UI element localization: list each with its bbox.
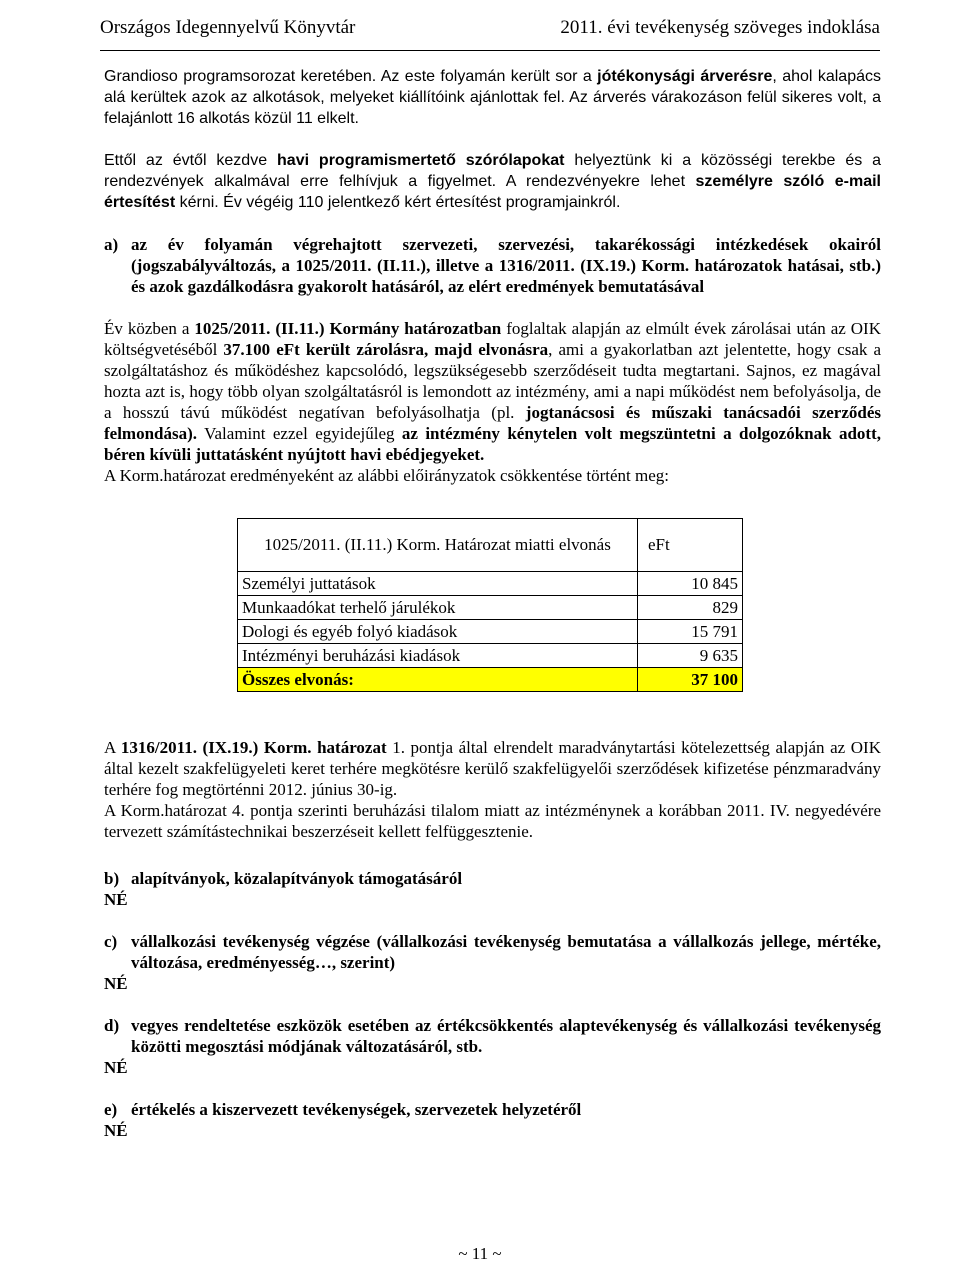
- section-label: b): [104, 869, 120, 888]
- section-c-answer: NÉ: [104, 974, 128, 993]
- text-run: Valamint ezzel egyidejűleg: [197, 424, 402, 443]
- table-cell-value: 829: [638, 596, 743, 620]
- bold-run: 37.100 eFt került zárolásra, majd elvonásra: [223, 340, 549, 359]
- section-text: az év folyamán végrehajtott szervezeti, szervezési, takarékossági intézkedések okairól (jogszabályváltozás, a 1025/2011. (II.11.), illetve a 1316/2011. (IX.19.) Korm. határozatok hatásai, stb.) és azok gazdálkodásra gyakorolt hatásáról, az elért eredmények bemutatásával: [131, 235, 881, 296]
- section-d-answer: NÉ: [104, 1058, 128, 1077]
- paragraph-government-decree: [104, 318, 881, 465]
- section-text: értékelés a kiszervezett tevékenységek, szervezetek helyzetéről: [131, 1100, 582, 1119]
- table-cell-label: Munkaadókat terhelő járulékok: [238, 596, 638, 620]
- section-label: d): [104, 1016, 120, 1035]
- section-d-heading: [104, 1015, 881, 1057]
- table-row: [238, 620, 743, 644]
- section-label: a): [104, 235, 119, 254]
- page-body: [104, 66, 881, 1141]
- text-run: Év közben a: [104, 319, 195, 338]
- bold-run: 1025/2011. (II.11.) Kormány határozatban: [194, 319, 502, 338]
- section-text: vállalkozási tevékenység végzése (vállalkozási tevékenység bemutatása a vállalkozás jellege, mértéke, változása, eredményesség…, szerint): [131, 932, 881, 972]
- paragraph-investment-ban: A Korm.határozat 4. pontja szerinti beruházási tilalom miatt az intézménynek a korábban 2011. IV. negyedévére tervezett számítástechnikai beszerzéseit kellett felfüggesztenie.: [104, 801, 881, 841]
- table-row: [238, 596, 743, 620]
- table-header-cell: 1025/2011. (II.11.) Korm. Határozat miatti elvonás: [238, 519, 638, 572]
- reduction-table: [237, 518, 743, 692]
- text-run: A: [104, 738, 121, 757]
- text-run: kérni. Év végéig 110 jelentkező kért értesítést programjainkról.: [175, 194, 621, 211]
- paragraph-flyers: [104, 150, 881, 213]
- bold-run: jótékonysági árverésre: [597, 68, 773, 85]
- table-total-value: 37 100: [638, 668, 743, 692]
- table-cell-value: 9 635: [638, 644, 743, 668]
- running-header: [100, 16, 880, 40]
- table-cell-value: 10 845: [638, 572, 743, 596]
- table-total-label: Összes elvonás:: [238, 668, 638, 692]
- table-row: [238, 572, 743, 596]
- text-run: foglaltak alapján az elmúlt évek zárolásai után az OIK költségvetéséből: [104, 319, 881, 359]
- section-a-heading: [104, 234, 881, 297]
- bold-run: havi programismertető szórólapokat: [277, 152, 565, 169]
- bold-run: személyre szóló e-mail értesítést: [104, 173, 882, 211]
- section-label: c): [104, 932, 118, 951]
- text-run: , ahol kalapács alá kerültek azok az alkotások, melyeket kiállítóink ajánlottak fel. Az árverés várakozáson felül sikeres volt, a felajánlott 16 alkotás közül 11 elkelt.: [104, 68, 881, 127]
- table-header-cell: eFt: [638, 519, 743, 572]
- paragraph-table-intro: A Korm.határozat eredményeként az alábbi előirányzatok csökkentése történt meg:: [104, 466, 670, 485]
- section-c-heading: [104, 931, 881, 973]
- section-b-answer: NÉ: [104, 890, 128, 909]
- header-rule: [100, 50, 880, 51]
- table-header-row: [238, 519, 743, 572]
- text-run: 1. pontja által elrendelt maradványtartási kötelezettség alapján az OIK által kezelt szakfelügyeleti keret terhére megkötésre kerülő szakfelügyelői szerződések kifizetése pénzmaradvány terhére fog megtörténni 2012. június 30-ig.: [104, 738, 881, 799]
- table-cell-label: Dologi és egyéb folyó kiadások: [238, 620, 638, 644]
- table-row: [238, 644, 743, 668]
- text-run: helyeztünk ki a közösségi terekbe és a rendezvények alkalmával erre felhívjuk a figyelmet. A rendezvényekre lehet: [104, 152, 882, 190]
- table-cell-label: Személyi juttatások: [238, 572, 638, 596]
- section-e-answer: NÉ: [104, 1121, 128, 1140]
- text-run: Ettől az évtől kezdve: [104, 152, 278, 169]
- header-institution: Országos Idegennyelvű Könyvtár: [100, 17, 356, 38]
- text-run: Grandioso programsorozat keretében. Az este folyamán került sor a: [104, 68, 598, 85]
- section-b-heading: [104, 868, 881, 889]
- section-text: alapítványok, közalapítványok támogatásáról: [131, 869, 463, 888]
- header-document-title: 2011. évi tevékenység szöveges indoklása: [560, 17, 880, 38]
- table-total-row: [238, 668, 743, 692]
- section-text: vegyes rendeltetése eszközök esetében az értékcsökkentés alaptevékenység és vállalkozási tevékenység közötti megosztási módjának változatásáról, stb.: [131, 1016, 881, 1056]
- bold-run: jogtanácsosi és műszaki tanácsadói szerződés felmondása).: [104, 403, 881, 443]
- paragraph-1316-decree: [104, 737, 881, 800]
- table-cell-value: 15 791: [638, 620, 743, 644]
- paragraph-auction: [104, 66, 881, 129]
- section-e-heading: [104, 1099, 881, 1120]
- page-number: ~ 11 ~: [458, 1244, 502, 1263]
- bold-run: az intézmény kénytelen volt megszüntetni a dolgozóknak adott, béren kívüli juttatásként nyújtott havi ebédjegyeket.: [104, 424, 881, 464]
- section-label: e): [104, 1100, 118, 1119]
- text-run: , ami a gyakorlatban azt jelentette, hogy csak a szolgáltatáshoz és működéshez kapcsolódó, legszükségesebb szerződéseit tudta megtartani. Sajnos, ez magával hozta azt is, hogy több olyan szolgáltatásról is lemondott az intézmény, ami a napi működést nem befolyásolja, de a hosszú távú működést negatívan befolyásolhatja (pl.: [104, 340, 881, 422]
- bold-run: 1316/2011. (IX.19.) Korm. határozat: [120, 738, 387, 757]
- table-cell-label: Intézményi beruházási kiadások: [238, 644, 638, 668]
